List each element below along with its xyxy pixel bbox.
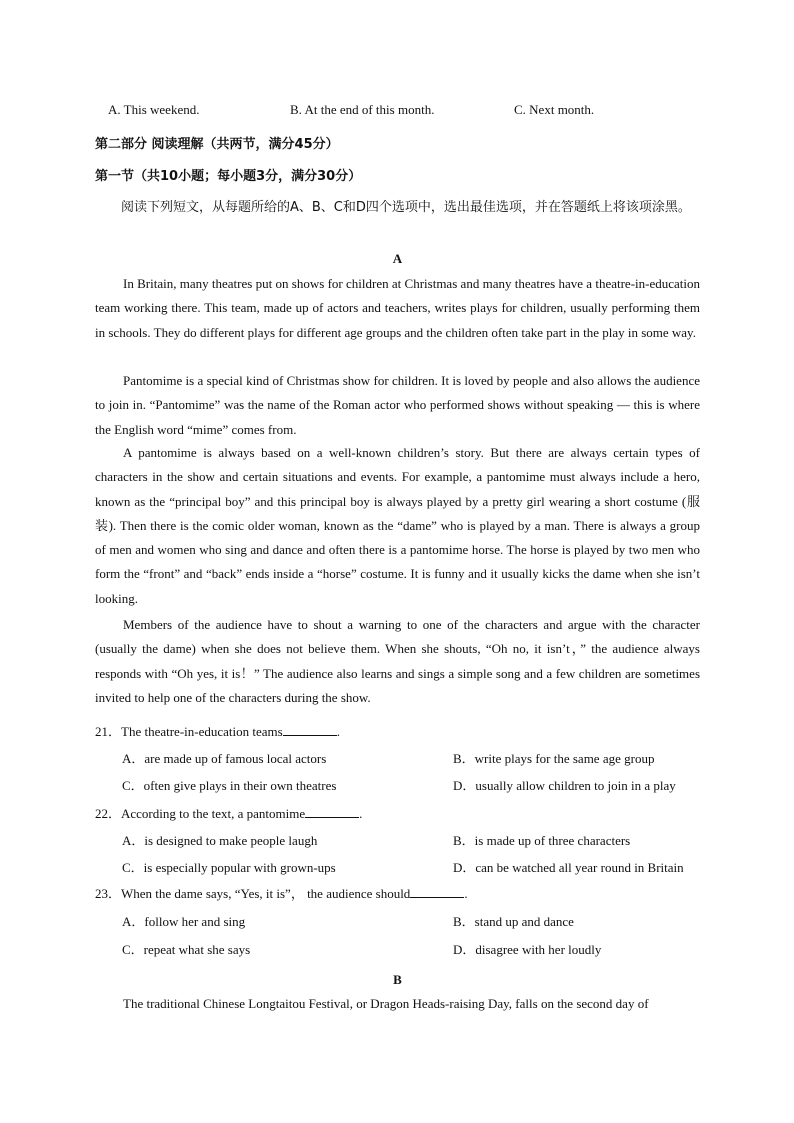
answer-blank (410, 887, 464, 898)
prev-option-c: C. Next month. (514, 102, 595, 117)
answer-blank (305, 807, 359, 818)
passage-a-paragraph-4: Members of the audience have to shout a warning to one of the characters and argue with the character (usually the dame) when she does not believe them. When she shouts, “Oh no, it isn’t，” the audience always responds with “Oh yes, it is！” The audience also learns and sings a simple song and a few children are sometimes invited to help one of the characters during the show. (95, 617, 700, 705)
passage-a-paragraph-2: Pantomime is a special kind of Christmas show for children. It is loved by people and also allows the audience to join in. “Pantomime” was the name of the Roman actor who performed shows without speaking — this is where the English word “mime” comes from. (95, 373, 700, 437)
q22-option-b[interactable]: B．is made up of three characters (453, 833, 631, 848)
question-23-stem: 23．When the dame says, “Yes, it is”， the audience should (95, 886, 411, 901)
part2-heading: 第二部分 阅读理解（共两节，满分45分） (95, 137, 339, 152)
question-23 (95, 883, 468, 902)
question-21 (95, 721, 340, 740)
prev-option-a: A. This weekend. (108, 102, 200, 117)
q23-option-b[interactable]: B．stand up and dance (453, 914, 574, 929)
passage-a-paragraph-1: In Britain, many theatres put on shows for children at Christmas and many theatres have a theatre-in-education team working there. This team, made up of actors and teachers, writes plays for children, usually performing them in schools. They do different plays for different age groups and the children often take part in the play in some way. (95, 276, 700, 340)
question-22-stem: 22．According to the text, a pantomime (95, 806, 306, 821)
q23-option-a[interactable]: A．follow her and sing (122, 914, 246, 929)
instructions: 阅读下列短文，从每题所给的A、B、C和D四个选项中，选出最佳选项，并在答题纸上将该项涂黑。 (121, 200, 691, 215)
q22-option-a[interactable]: A．is designed to make people laugh (122, 833, 318, 848)
q21-option-b[interactable]: B．write plays for the same age group (453, 751, 655, 766)
question-22 (95, 803, 362, 822)
q23-option-d[interactable]: D．disagree with her loudly (453, 942, 602, 957)
question-end: . (359, 806, 363, 821)
q21-option-a[interactable]: A．are made up of famous local actors (122, 751, 327, 766)
q21-option-d[interactable]: D．usually allow children to join in a play (453, 778, 676, 793)
passage-a-paragraph-3: A pantomime is always based on a well-known children’s story. But there are always certain types of characters in the show and certain situations and events. For example, a pantomime must always include a hero, known as the “principal boy” and this principal boy is always played by a pretty girl wearing a short costume (服装). Then there is the comic older woman, known as the “dame” who is played by a man. There is always a group of men and women who sing and dance and often there is a pantomime horse. The horse is played by two men who form the “front” and “back” ends inside a “horse” costume. It is funny and it usually kicks the dame when she isn’t looking. (95, 445, 700, 606)
q23-option-c[interactable]: C．repeat what she says (122, 942, 251, 957)
section1-heading: 第一节（共10小题；每小题3分，满分30分） (95, 169, 362, 184)
q21-option-c[interactable]: C．often give plays in their own theatres (122, 778, 337, 793)
q22-option-c[interactable]: C．is especially popular with grown-ups (122, 860, 336, 875)
prev-option-b: B. At the end of this month. (290, 102, 435, 117)
question-21-stem: 21．The theatre-in-education teams (95, 724, 283, 739)
passage-b-first-line: The traditional Chinese Longtaitou Festival, or Dragon Heads-raising Day, falls on the second day of (123, 996, 649, 1011)
q22-option-d[interactable]: D．can be watched all year round in Britain (453, 860, 684, 875)
passage-a-title: A (392, 251, 403, 266)
passage-b-title: B (393, 972, 402, 987)
question-end: . (464, 886, 468, 901)
answer-blank (283, 725, 337, 736)
question-end: . (336, 724, 340, 739)
